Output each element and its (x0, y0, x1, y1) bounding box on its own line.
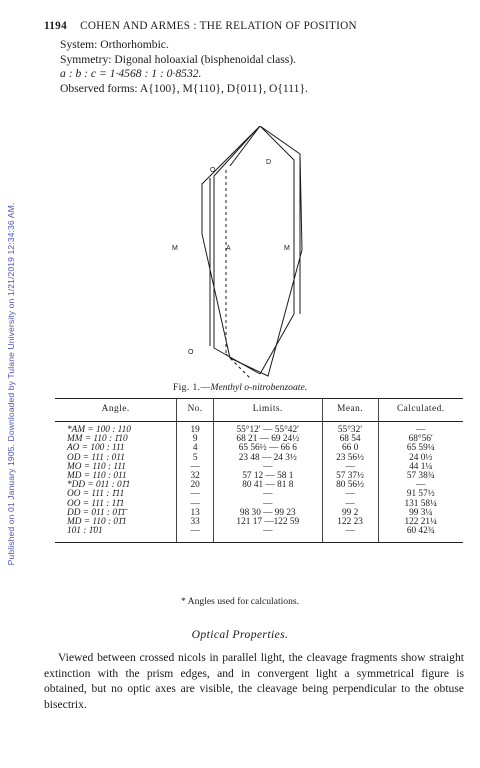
label-m-right: M (284, 245, 290, 252)
crystal-system: System: Orthorhombic. (60, 38, 169, 51)
cell-angle: MM = 110 : 1̄10 (67, 434, 128, 445)
cell-calculated: — (378, 481, 463, 490)
cell-no: 19 (177, 422, 214, 436)
running-header (44, 20, 357, 32)
cell-angle: *DD = 011 : 01̄1 (67, 480, 131, 491)
axial-ratio: a : b : c = 1·4568 : 1 : 0·8532. (60, 67, 202, 80)
cell-mean: 57 37½ (322, 472, 378, 481)
cell-no: 9 (177, 435, 214, 444)
cell-no: 5 (177, 454, 214, 463)
cell-no: — (177, 463, 214, 472)
cell-no: — (177, 490, 214, 499)
cell-calculated: 65 59¼ (378, 444, 463, 453)
cell-limits: 55°12′ — 55°42′ (213, 422, 322, 436)
cell-calculated: — (378, 422, 463, 436)
header-no: No. (177, 399, 214, 422)
cell-calculated: 99 3¼ (378, 509, 463, 518)
crystal-data-block (60, 38, 308, 96)
table-header-row (55, 399, 463, 422)
cell-limits: 57 12 — 58 1 (213, 472, 322, 481)
cell-no: 20 (177, 481, 214, 490)
crystal-symmetry: Symmetry: Digonal holoaxial (bisphenoidal class). (60, 52, 297, 66)
cell-mean: — (322, 500, 378, 509)
cell-mean: 66 0 (322, 444, 378, 453)
cell-no: 13 (177, 509, 214, 518)
cell-calculated: 122 21¼ (378, 518, 463, 527)
table-row (55, 518, 463, 527)
header-mean: Mean. (322, 399, 378, 422)
cell-no: — (177, 500, 214, 509)
edge-top-right (260, 126, 294, 160)
cell-limits: — (213, 527, 322, 543)
table-footnote: * Angles used for calculations. (180, 596, 300, 607)
cell-mean: — (322, 463, 378, 472)
label-o-top: O (210, 167, 216, 174)
table-row (55, 527, 463, 543)
cell-limits: 98 30 — 99 23 (213, 509, 322, 518)
download-watermark-text: Published on 01 January 1905. Downloaded by Tulane University on 1/21/2019 12:34:36 AM. (6, 202, 16, 566)
cell-angle: AO = 100 : 111 (67, 443, 125, 454)
cell-calculated: 24 0½ (378, 454, 463, 463)
cell-angle: OO = 111 : 11̄1 (67, 498, 125, 509)
cell-angle: OD = 111 : 011 (67, 452, 125, 463)
label-a: A (226, 245, 231, 252)
figure-caption-text: Menthyl o-nitrobenzoate. (210, 382, 308, 393)
running-title: COHEN AND ARMES : THE RELATION OF POSITION (80, 20, 357, 32)
cell-calculated: 91 57½ (378, 490, 463, 499)
header-angle: Angle. (55, 399, 177, 422)
header-calculated: Calculated. (378, 399, 463, 422)
cell-limits: — (213, 463, 322, 472)
cell-mean: 55°32′ (322, 422, 378, 436)
observed-forms: Observed forms: A{100}, M{110}, D{011}, O{111}. (60, 81, 308, 95)
cell-mean: 80 56½ (322, 481, 378, 490)
header-limits: Limits. (213, 399, 322, 422)
cell-mean: 99 2 (322, 509, 378, 518)
cell-mean: — (322, 527, 378, 543)
cell-no: 33 (177, 518, 214, 527)
figure-caption (0, 382, 480, 393)
cell-no: — (177, 527, 214, 543)
page-number: 1194 (44, 20, 67, 32)
cell-calculated: 131 58¼ (378, 500, 463, 509)
cell-angle: MD = 110 : 01̄1 (67, 517, 127, 528)
cell-calculated: 44 1¼ (378, 463, 463, 472)
cell-limits: — (213, 500, 322, 509)
body-paragraph: Viewed between crossed nicols in parallel light, the cleavage fragments show straight extinction with the prism edges, and in convergent light a symmetrical figure is obtained, but no optic axes are visible, the cleavage being perpendicular to the obtuse bisectrix. (44, 651, 464, 711)
cell-calculated: 60 42¾ (378, 527, 463, 543)
cell-angle: MO = 110 : 111 (67, 461, 126, 472)
cell-limits: 121 17 —122 59 (213, 518, 322, 527)
cell-no: 32 (177, 472, 214, 481)
angle-table (55, 398, 463, 543)
crystal-figure (160, 126, 360, 382)
cell-limits: 65 56½ — 66 6 (213, 444, 322, 453)
cell-mean: 23 56½ (322, 454, 378, 463)
cell-calculated: 68°56′ (378, 435, 463, 444)
cell-angle: OO = 111 : 1̄11 (67, 489, 125, 500)
edge-top-o (214, 130, 256, 176)
section-heading: Optical Properties. (191, 628, 289, 641)
cell-angle: 101 : 1̄01 (55, 527, 177, 543)
edge-bottom-right (260, 314, 294, 374)
edge-top-d (230, 126, 260, 166)
edge-bottom-left (214, 348, 260, 374)
cell-angle: *AM = 100 : 110 (67, 425, 131, 435)
cell-angle: MD = 110 : 011 (67, 471, 127, 482)
cell-mean: 68 54 (322, 435, 378, 444)
label-d: D (266, 159, 272, 166)
cell-limits: 23 48 — 24 3½ (213, 454, 322, 463)
cell-limits: 80 41 — 81 8 (213, 481, 322, 490)
cell-calculated: 57 38¾ (378, 472, 463, 481)
figure-caption-label: Fig. 1.— (172, 382, 211, 393)
cell-no: 4 (177, 444, 214, 453)
label-m-left: M (172, 245, 178, 252)
cell-mean: — (322, 490, 378, 499)
cell-limits: — (213, 490, 322, 499)
cell-limits: 68 21 — 69 24½ (213, 435, 322, 444)
cell-angle: DD = 011 : 01̄1̄ (67, 507, 126, 518)
label-o-bottom: O (188, 349, 194, 356)
cell-mean: 122 23 (322, 518, 378, 527)
